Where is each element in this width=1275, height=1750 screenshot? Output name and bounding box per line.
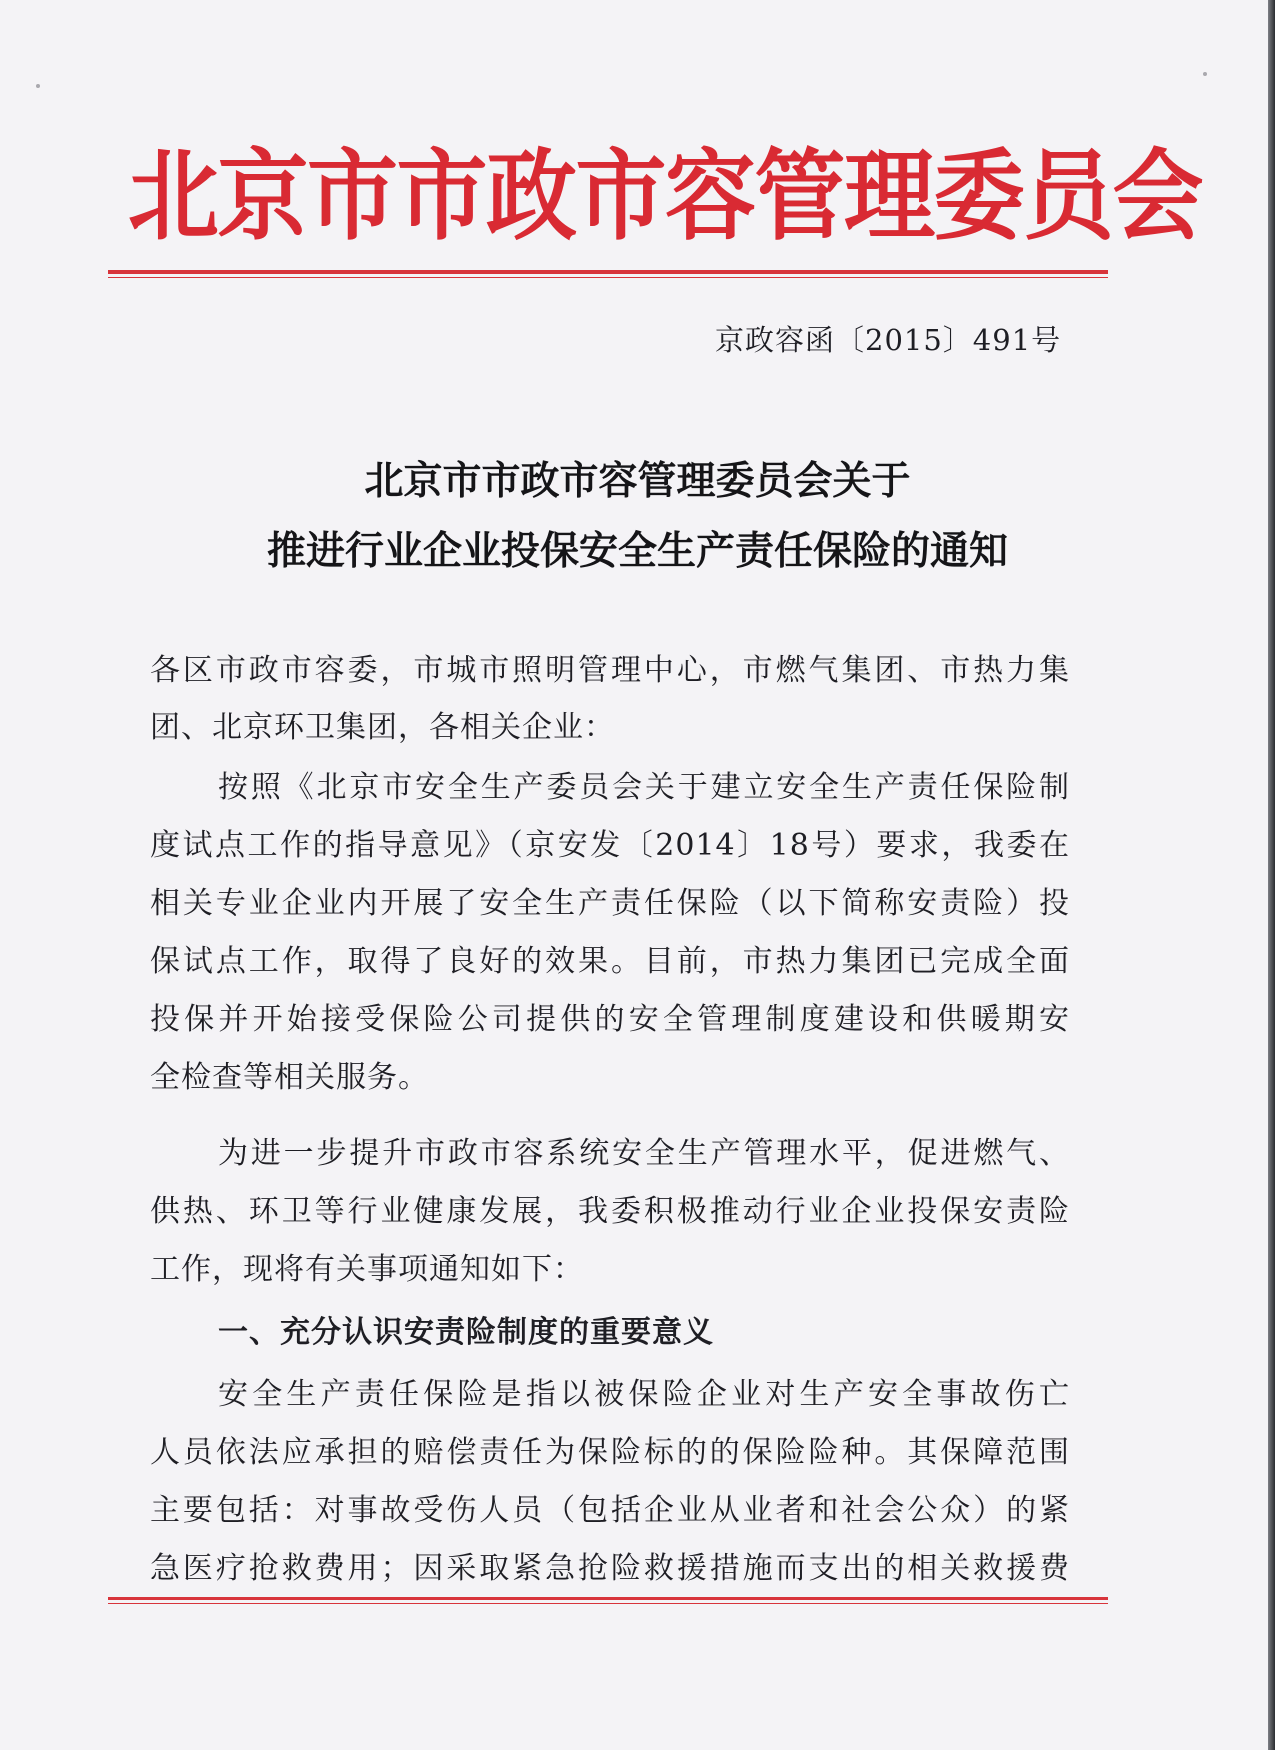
paragraph-line: 为进一步提升市政市容系统安全生产管理水平，促进燃气、 (218, 1136, 1070, 1171)
recipients-line: 各区市政市容委，市城市照明管理中心，市燃气集团、市热力集 (150, 653, 1070, 688)
document-number: 京政容函〔2015〕491号 (715, 323, 1062, 357)
footer-rule (108, 1597, 1108, 1604)
scan-speck (36, 84, 40, 88)
scan-edge (1268, 0, 1275, 1750)
paragraph-line: 主要包括：对事故受伤人员（包括企业从业者和社会公众）的紧 (150, 1493, 1070, 1528)
paragraph-line: 投保并开始接受保险公司提供的安全管理制度建设和供暖期安 (150, 1002, 1070, 1037)
paragraph-line: 安全生产责任保险是指以被保险企业对生产安全事故伤亡 (218, 1377, 1070, 1412)
letterhead-rule (108, 270, 1108, 278)
letterhead-title: 北京市市政市容管理委员会 (128, 140, 1203, 254)
notice-title-line: 推进行业企业投保安全生产责任保险的通知 (266, 529, 1008, 574)
paragraph-line: 按照《北京市安全生产委员会关于建立安全生产责任保险制 (218, 770, 1070, 805)
recipients-line: 团、北京环卫集团，各相关企业： (150, 710, 615, 745)
paragraph-line: 保试点工作，取得了良好的效果。目前，市热力集团已完成全面 (150, 944, 1070, 979)
paragraph-line: 度试点工作的指导意见》（京安发〔2014〕18号）要求，我委在 (150, 828, 1070, 863)
paragraph-line: 相关专业企业内开展了安全生产责任保险（以下简称安责险）投 (150, 886, 1070, 921)
paragraph-line: 急医疗抢救费用；因采取紧急抢险救援措施而支出的相关救援费 (150, 1551, 1070, 1586)
paragraph-line: 工作，现将有关事项通知如下： (150, 1252, 584, 1287)
section-heading: 一、充分认识安责险制度的重要意义 (218, 1315, 714, 1350)
notice-title-line: 北京市市政市容管理委员会关于 (364, 459, 911, 504)
scan-speck (1203, 72, 1207, 76)
paragraph-line: 全检查等相关服务。 (150, 1060, 429, 1095)
paragraph-line: 供热、环卫等行业健康发展，我委积极推动行业企业投保安责险 (150, 1194, 1070, 1229)
paragraph-line: 人员依法应承担的赔偿责任为保险标的的保险险种。其保障范围 (150, 1435, 1070, 1470)
